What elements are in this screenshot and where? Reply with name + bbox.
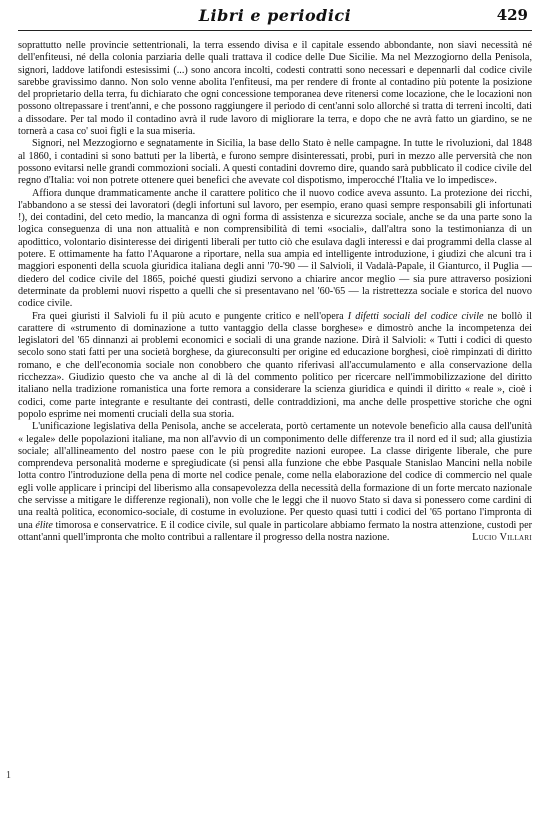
margin-mark: 1 (6, 770, 11, 781)
running-header (18, 6, 532, 30)
running-title: Libri e periodici (198, 6, 352, 25)
italic-term: élite (35, 519, 53, 531)
paragraph-text: L'unificazione legislativa della Penisola, anche se accelerata, portò certamente un notevole beneficio alla causa dell'unità « legale» delle popolazioni italiane, ma non all'avvio di un componimento delle differenze tra il nord ed il sud; alla giustizia sociale; all'allineamento del nostro paese con le più progredite nazioni europee. La classe dirigente liberale, che pure comprendeva personalità moderne e spregiudicate (si pensi alla funzione che ebbe Pasquale Stanislao Mancini nella nobile lotta contro l'introduzione della pena di morte nel codice penale, come nella elaborazione del codice di commercio nel quale egli volle applicare i principi del liberismo alla consapevolezza della necessità della formazione di un forte mercato nazionale che servisse a mitigare le differenze regionali), non volle che le leggi che il nuovo Stato si dava si ponessero come cardini di una realtà politica, economico-sociale, di costume in evoluzione. Per questo quasi tutti i codici del '65 portano l'impronta di una (18, 421, 532, 531)
paragraph-text: Fra quei giuristi il Salvioli fu il più acuto e pungente critico e nell'opera (32, 310, 344, 322)
article-body (18, 40, 532, 544)
paragraph: Signori, nel Mezzogiorno e segnatamente in Sicilia, la base dello Stato è nelle campagne. In tutte le rivoluzioni, dal 1848 al 1860, i contadini si sono battuti per la libertà, e furono sempre disinteressati, probi, puri in mezzo alle perversità che non possono evitarsi nelle grandi commozioni sociali. A questi contadini dovremo dire, quando sarà pubblicato il codice civile del regno d'Italia: voi non potrete ottenere quei benefici che avevate col dispotismo, imperocché l'Italia ve lo impedisce». (18, 138, 532, 187)
book-title: I difetti sociali del codice civile (347, 310, 484, 322)
paragraph (18, 311, 532, 422)
page-number: 429 (496, 6, 528, 24)
paragraph: soprattutto nelle provincie settentrionali, la terra essendo divisa e il capitale essendo abbondante, non siavi necessità né dell'enfiteusi, né della colonia parziaria delle quali trattava il codice delle Due Sicilie. Ma nel Mezzogiorno della Penisola, signori, laddove latifondi estesissimi (...) sono ancora incolti, codesti contratti sono necessari e depennarli dal codice civile sarebbe gravissimo danno. Non solo venne abolita l'enfiteusi, ma per rendere di fronte al contadino più potente la posizione del proprietario della terra, fu dichiarato che ogni concessione temporanea deve ritenersi come locazione, che le locazioni non possono oltrepassare i trent'anni, e che possono raggiungere il periodo di cent'anni solo allorché si tratta di terreni incolti, dati a dissodare. Per tal modo il contadino avrà il rude lavoro di migliorare la terra, e dopo che ne avrà fatto un giardino, se ne tornerà a casa co' suoi figli e la sua miseria. (18, 40, 532, 138)
journal-page (6, 0, 533, 827)
author-signature: Lucio Villari (472, 531, 532, 543)
paragraph-text: ne bollò il carattere di «strumento di dominazione a tutto vantaggio della classe borghese» e dimostrò anche la incompetenza dei legislatori del '65 dinnanzi ai problemi economici e sociali di una grande nazione. Dirà il Salvioli: « Tutti i codici di questo secolo sono stati fatti per una società borghese, da giureconsulti per origine ed educazione borghesi, cioè rimpinzati di diritto romano, e che dell'economia sociale non conobbero che quanto riferivasi all'accumulamento e alla conservazione della ricchezza». Giudizio questo che va anche al di là del commento politico per ricercare nell'immobilizzazione del diritto italiano nella tradizione romanistica una forte remora a considerare la scienza giuridica e quindi il diritto « reale », cioè i codici, come parte integrante e resultante dei contrasti, delle contraddizioni, ma anche delle prospettive storiche che ogni popolo esprime nei momenti cruciali della sua storia. (18, 310, 533, 420)
header-rule (18, 30, 532, 31)
paragraph-text: timorosa e conservatrice. E il codice civile, sul quale in particolare abbiamo fermato la nostra attenzione, custodì per ottant'anni quell'impronta che molto contribuì a rallentare il progresso della nostra nazione. (18, 519, 533, 543)
paragraph: Affiora dunque drammaticamente anche il carattere politico che il nuovo codice aveva assunto. La protezione dei ricchi, l'abbandono a se stessi dei lavoratori (degli infortuni sul lavoro, per esempio, erano quasi sempre responsabili gli infortunati !), dei contadini, del ceto medio, la mancanza di ogni forma di assistenza e sicurezza sociale, anche se da una parte sono la logica conseguenza di una non attualità e non comprensibilità di temi «sociali», dall'altra sono la testimonianza di un apodittico, volontario disinteresse dei dirigenti liberali per tutto ciò che esulava dagli interessi e dai programmi della classe al potere. E ottimamente ha fatto l'Aquarone a riportare, nella sua ampia ed intelligente introduzione, i giudizi che alcuni tra i maggiori esponenti della scuola giuridica italiana degli anni '70-'90 — il Salvioli, il Vadalà-Papale, il Gianturco, il Puglia — diedero del codice civile del 1865, poiché questi giudizi servono a chiarire ancor meglio — sia pure attraverso posizioni determinate da problemi nuovi rispetto a quelli che si presentavano nel '60-'65 — la ristrettezza sociale e storica del nuovo codice civile. (18, 187, 532, 310)
paragraph (18, 421, 532, 544)
